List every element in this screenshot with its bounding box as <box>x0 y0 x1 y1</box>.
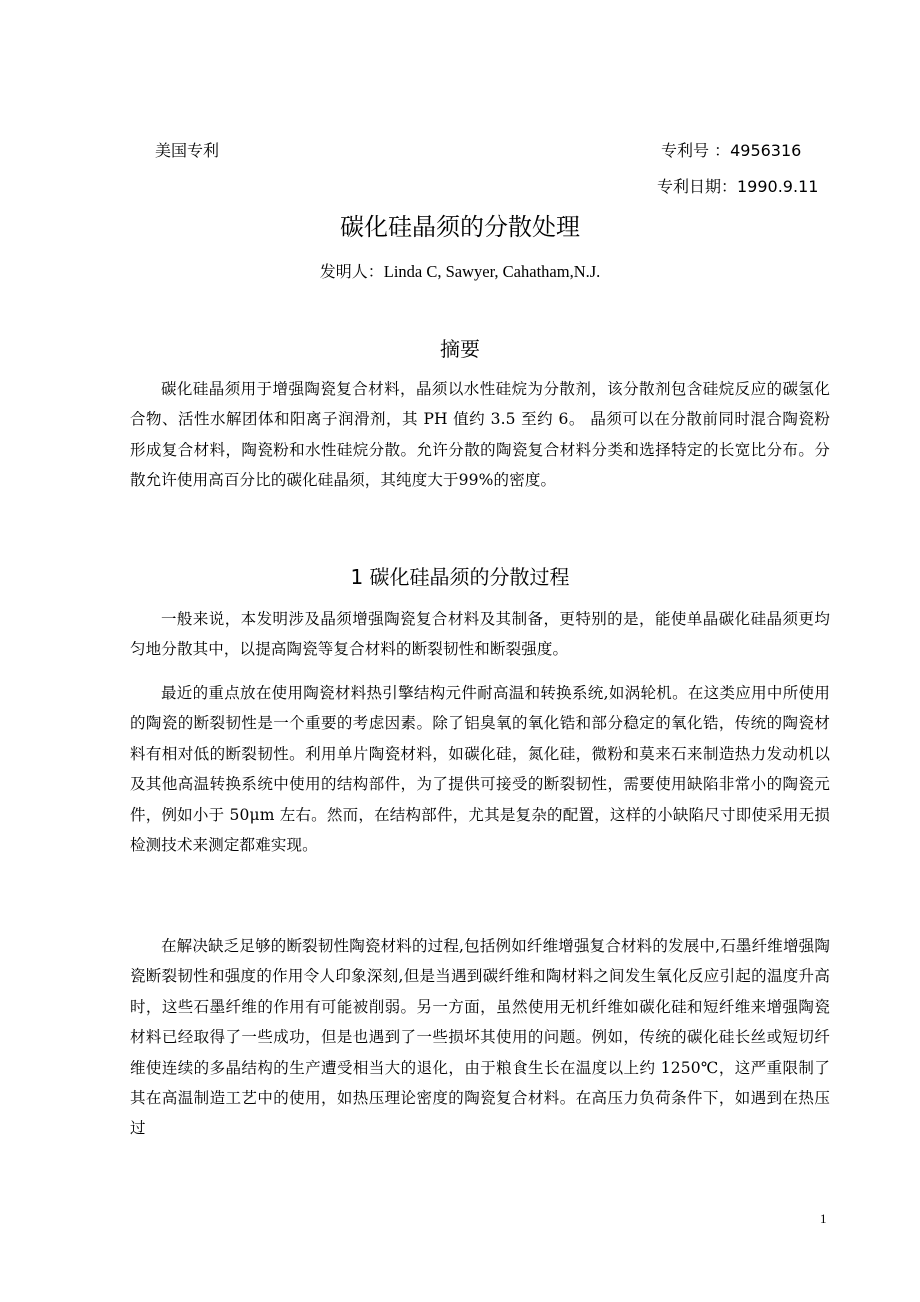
section-heading: 1 碳化硅晶须的分散过程 <box>350 565 570 589</box>
header-patent-date: 专利日期：1990.9.11 <box>657 177 819 196</box>
body-paragraph: 一般来说，本发明涉及晶须增强陶瓷复合材料及其制备，更特别的是，能使单晶碳化硅晶须更均匀地分散其中，以提高陶瓷等复合材料的断裂韧性和断裂强度。 <box>130 610 830 659</box>
body-paragraph: 最近的重点放在使用陶瓷材料热引擎结构元件耐高温和转换系统,如涡轮机。在这类应用中所使用的陶瓷的断裂韧性是一个重要的考虑因素。除了铝臭氧的氧化锆和部分稳定的氧化锆，传统的陶瓷材料有相对低的断裂韧性。利用单片陶瓷材料，如碳化硅，氮化硅，微粉和莫来石来制造热力发动机以及其他高温转换系统中使用的结构部件，为了提供可接受的断裂韧性，需要使用缺陷非常小的陶瓷元件，例如小于 50μm 左右。然而，在结构部件，尤其是复杂的配置，这样的小缺陷尺寸即使采用无损检测技术来测定都难实现。 <box>130 684 830 855</box>
header-country: 美国专利 <box>155 141 220 160</box>
page-number: 1 <box>820 1211 827 1226</box>
abstract-heading: 摘要 <box>440 337 480 361</box>
abstract-paragraph: 碳化硅晶须用于增强陶瓷复合材料，晶须以水性硅烷为分散剂，该分散剂包含硅烷反应的碳氢化合物、活性水解团体和阳离子润滑剂，其 PH 值约 3.5 至约 6。 晶须可以在分散前同时混合陶瓷粉形成复合材料，陶瓷粉和水性硅烷分散。允许分散的陶瓷复合材料分类和选择特定的长宽比分布。分散允许使用高百分比的碳化硅晶须，其纯度大于99%的密度。 <box>130 380 830 490</box>
body-paragraph: 在解决缺乏足够的断裂韧性陶瓷材料的过程,包括例如纤维增强复合材料的发展中,石墨纤维增强陶瓷断裂韧性和强度的作用令人印象深刻,但是当遇到碳纤维和陶材料之间发生氧化反应引起的温度升高时，这些石墨纤维的作用有可能被削弱。另一方面，虽然使用无机纤维如碳化硅和短纤维来增强陶瓷材料已经取得了一些成功，但是也遇到了一些损坏其使用的问题。例如，传统的碳化硅长丝或短切纤维使连续的多晶结构的生产遭受相当大的退化，由于粮食生长在温度以上约 1250℃，这严重限制了其在高温制造工艺中的使用，如热压理论密度的陶瓷复合材料。在高压力负荷条件下，如遇到在热压过 <box>130 937 830 1138</box>
inventors-line <box>0 261 920 283</box>
inventors-label: 发明人： <box>319 262 384 281</box>
inventors-names: Linda C, Sawyer, Cahatham,N.J. <box>383 262 601 281</box>
header-patent-number: 专利号 ：4956316 <box>661 141 802 160</box>
document-title: 碳化硅晶须的分散处理 <box>340 213 580 241</box>
